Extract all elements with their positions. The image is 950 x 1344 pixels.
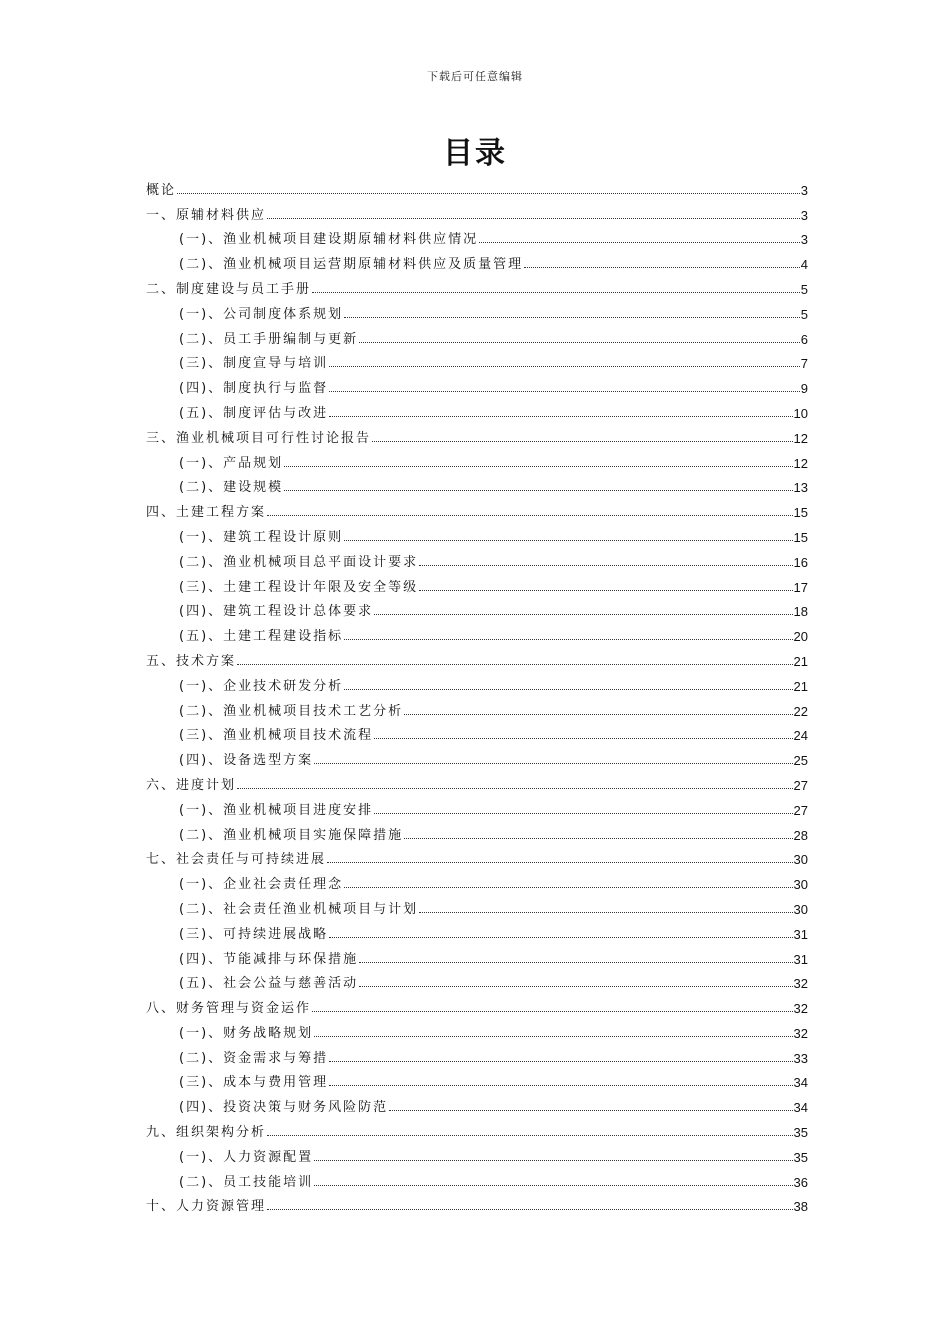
toc-entry[interactable] (146, 447, 808, 472)
toc-entry-page-number: 30 (793, 852, 808, 868)
toc-entry-label: 四、土建工程方案 (146, 505, 267, 521)
toc-entry[interactable] (146, 695, 808, 720)
toc-entry-page-number: 10 (793, 405, 808, 421)
toc-entry-page-number: 13 (793, 480, 808, 496)
toc-entry[interactable] (146, 546, 808, 571)
dot-leader (344, 887, 792, 888)
dot-leader (314, 1185, 792, 1186)
toc-entry-label: (三)、渔业机械项目技术流程 (179, 728, 374, 744)
toc-entry-page-number: 38 (793, 1199, 808, 1215)
toc-entry-page-number: 15 (793, 529, 808, 545)
toc-entry-label: 十、人力资源管理 (146, 1199, 267, 1215)
toc-entry-page-number: 34 (793, 1075, 808, 1091)
toc-entry[interactable] (146, 943, 808, 968)
toc-entry-page-number: 34 (793, 1100, 808, 1116)
header-note: 下载后可任意编辑 (427, 70, 523, 83)
dot-leader (374, 738, 792, 739)
toc-entry-label: (一)、企业技术研发分析 (179, 678, 344, 694)
toc-entry-page-number: 21 (793, 678, 808, 694)
toc-entry-label: (三)、土建工程设计年限及安全等级 (179, 579, 419, 595)
toc-entry-label: (四)、节能减排与环保措施 (179, 951, 359, 967)
toc-entry[interactable] (146, 1091, 808, 1116)
toc-entry-page-number: 3 (800, 232, 808, 248)
toc-entry-page-number: 3 (800, 182, 808, 198)
toc-entry[interactable] (146, 968, 808, 993)
toc-entry[interactable] (146, 422, 808, 447)
toc-entry[interactable] (146, 1116, 808, 1141)
toc-entry-label: (二)、员工技能培训 (179, 1174, 314, 1190)
toc-entry-label: (四)、制度执行与监督 (179, 381, 329, 397)
toc-entry-label: (一)、产品规划 (179, 455, 284, 471)
toc-entry-page-number: 32 (793, 1025, 808, 1041)
toc-entry[interactable] (146, 819, 808, 844)
toc-entry[interactable] (146, 199, 808, 224)
toc-entry-label: (五)、社会公益与慈善活动 (179, 976, 359, 992)
toc-entry[interactable] (146, 868, 808, 893)
toc-entry[interactable] (146, 224, 808, 249)
toc-entry-label: 七、社会责任与可持续进展 (146, 852, 327, 868)
table-of-contents (146, 174, 808, 1215)
toc-entry-label: (一)、财务战略规划 (179, 1025, 314, 1041)
dot-leader (267, 1209, 793, 1210)
toc-entry-page-number: 20 (793, 629, 808, 645)
toc-entry[interactable] (146, 744, 808, 769)
dot-leader (329, 1085, 792, 1086)
toc-entry-page-number: 27 (793, 802, 808, 818)
toc-entry-label: (四)、投资决策与财务风险防范 (179, 1100, 389, 1116)
toc-entry-page-number: 32 (793, 976, 808, 992)
toc-entry-label: (一)、渔业机械项目进度安排 (179, 802, 374, 818)
toc-entry-label: (三)、可持续进展战略 (179, 926, 329, 942)
toc-entry-page-number: 3 (800, 207, 808, 223)
toc-entry[interactable] (146, 893, 808, 918)
dot-leader (237, 664, 793, 665)
dot-leader (404, 714, 792, 715)
dot-leader (267, 1135, 793, 1136)
toc-entry-label: (三)、制度宣导与培训 (179, 356, 329, 372)
toc-entry-page-number: 21 (793, 653, 808, 669)
toc-entry-label: 二、制度建设与员工手册 (146, 281, 312, 297)
dot-leader (344, 639, 792, 640)
dot-leader (404, 838, 792, 839)
toc-entry-label: (四)、建筑工程设计总体要求 (179, 604, 374, 620)
toc-entry[interactable] (146, 720, 808, 745)
toc-entry[interactable] (146, 1141, 808, 1166)
dot-leader (372, 441, 793, 442)
toc-entry-label: (二)、建设规模 (179, 480, 284, 496)
toc-entry-label: (五)、土建工程建设指标 (179, 629, 344, 645)
toc-entry-label: (一)、渔业机械项目建设期原辅材料供应情况 (179, 232, 479, 248)
toc-entry-page-number: 6 (800, 331, 808, 347)
dot-leader (312, 292, 800, 293)
dot-leader (374, 614, 792, 615)
dot-leader (312, 1011, 793, 1012)
dot-leader (314, 1160, 792, 1161)
toc-entry-label: (二)、渔业机械项目运营期原辅材料供应及质量管理 (179, 257, 524, 273)
dot-leader (329, 391, 800, 392)
toc-entry-page-number: 12 (793, 455, 808, 471)
toc-entry[interactable] (146, 571, 808, 596)
dot-leader (284, 466, 792, 467)
toc-entry-label: (一)、公司制度体系规划 (179, 306, 344, 322)
toc-entry[interactable] (146, 1042, 808, 1067)
toc-entry[interactable] (146, 174, 808, 199)
toc-entry-label: 三、渔业机械项目可行性讨论报告 (146, 430, 372, 446)
toc-entry-page-number: 27 (793, 777, 808, 793)
toc-entry-label: 五、技术方案 (146, 653, 237, 669)
toc-entry[interactable] (146, 794, 808, 819)
toc-entry-page-number: 16 (793, 554, 808, 570)
toc-entry-label: (一)、建筑工程设计原则 (179, 529, 344, 545)
dot-leader (267, 218, 800, 219)
toc-entry-page-number: 18 (793, 604, 808, 620)
toc-entry[interactable] (146, 620, 808, 645)
dot-leader (524, 267, 800, 268)
dot-leader (267, 515, 793, 516)
toc-entry-page-number: 4 (800, 257, 808, 273)
toc-entry[interactable] (146, 273, 808, 298)
toc-entry[interactable] (146, 992, 808, 1017)
toc-entry-label: (五)、制度评估与改进 (179, 405, 329, 421)
toc-entry-label: 八、财务管理与资金运作 (146, 1001, 312, 1017)
dot-leader (329, 1061, 792, 1062)
toc-entry-label: (三)、成本与费用管理 (179, 1075, 329, 1091)
toc-entry[interactable] (146, 769, 808, 794)
toc-entry-page-number: 28 (793, 827, 808, 843)
dot-leader (327, 862, 793, 863)
toc-entry[interactable] (146, 472, 808, 497)
toc-entry[interactable] (146, 298, 808, 323)
toc-entry-label: (二)、渔业机械项目技术工艺分析 (179, 703, 404, 719)
toc-entry-label: 概论 (146, 182, 177, 198)
toc-entry-page-number: 15 (793, 505, 808, 521)
toc-entry-page-number: 5 (800, 281, 808, 297)
toc-entry[interactable] (146, 496, 808, 521)
dot-leader (344, 540, 792, 541)
dot-leader (374, 813, 792, 814)
dot-leader (314, 763, 792, 764)
dot-leader (329, 366, 800, 367)
toc-entry-page-number: 30 (793, 901, 808, 917)
toc-entry-label: 九、组织架构分析 (146, 1125, 267, 1141)
toc-entry-page-number: 35 (793, 1125, 808, 1141)
toc-entry-page-number: 25 (793, 753, 808, 769)
dot-leader (419, 565, 792, 566)
dot-leader (419, 590, 792, 591)
toc-entry-label: (二)、渔业机械项目实施保障措施 (179, 827, 404, 843)
toc-entry[interactable] (146, 521, 808, 546)
dot-leader (359, 962, 792, 963)
toc-entry-page-number: 31 (793, 926, 808, 942)
toc-entry-label: (一)、人力资源配置 (179, 1149, 314, 1165)
toc-entry[interactable] (146, 323, 808, 348)
toc-entry[interactable] (146, 248, 808, 273)
toc-entry[interactable] (146, 397, 808, 422)
toc-entry-page-number: 9 (800, 381, 808, 397)
dot-leader (284, 490, 792, 491)
toc-entry-page-number: 31 (793, 951, 808, 967)
toc-entry[interactable] (146, 844, 808, 869)
toc-entry-page-number: 36 (793, 1174, 808, 1190)
dot-leader (314, 1036, 792, 1037)
toc-entry-page-number: 33 (793, 1050, 808, 1066)
dot-leader (329, 937, 792, 938)
toc-entry[interactable] (146, 645, 808, 670)
toc-entry[interactable] (146, 1067, 808, 1092)
toc-entry-page-number: 30 (793, 877, 808, 893)
toc-entry-page-number: 5 (800, 306, 808, 322)
dot-leader (359, 342, 800, 343)
toc-entry[interactable] (146, 348, 808, 373)
toc-entry[interactable] (146, 670, 808, 695)
toc-entry-page-number: 35 (793, 1149, 808, 1165)
toc-entry[interactable] (146, 1166, 808, 1191)
dot-leader (237, 788, 793, 789)
dot-leader (329, 416, 792, 417)
toc-entry-label: (四)、设备选型方案 (179, 753, 314, 769)
dot-leader (479, 242, 800, 243)
dot-leader (344, 689, 792, 690)
toc-entry-label: (二)、渔业机械项目总平面设计要求 (179, 554, 419, 570)
toc-entry[interactable] (146, 1191, 808, 1216)
toc-entry[interactable] (146, 918, 808, 943)
toc-entry[interactable] (146, 372, 808, 397)
page-title: 目录 (443, 136, 507, 171)
toc-entry-label: (二)、社会责任渔业机械项目与计划 (179, 901, 419, 917)
dot-leader (389, 1110, 792, 1111)
toc-entry-page-number: 17 (793, 579, 808, 595)
toc-entry-page-number: 22 (793, 703, 808, 719)
toc-entry-label: 六、进度计划 (146, 777, 237, 793)
toc-entry[interactable] (146, 1017, 808, 1042)
dot-leader (359, 986, 792, 987)
toc-entry-page-number: 7 (800, 356, 808, 372)
toc-entry-page-number: 32 (793, 1001, 808, 1017)
toc-entry-label: (二)、员工手册编制与更新 (179, 331, 359, 347)
toc-entry-label: 一、原辅材料供应 (146, 207, 267, 223)
toc-entry-label: (一)、企业社会责任理念 (179, 877, 344, 893)
toc-entry-label: (二)、资金需求与筹措 (179, 1050, 329, 1066)
toc-entry-page-number: 12 (793, 430, 808, 446)
dot-leader (344, 317, 800, 318)
toc-entry[interactable] (146, 596, 808, 621)
toc-entry-page-number: 24 (793, 728, 808, 744)
dot-leader (419, 912, 792, 913)
dot-leader (177, 193, 800, 194)
